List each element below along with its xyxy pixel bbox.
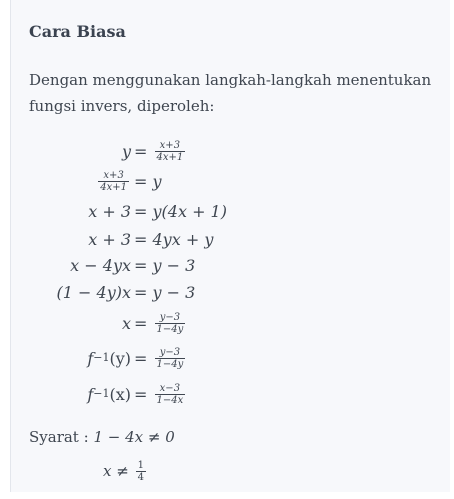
fraction <box>155 312 186 335</box>
equation-lhs: f −1 (y) <box>87 348 131 368</box>
equation-row <box>11 277 451 307</box>
equation-lhs: y <box>121 141 131 161</box>
equation-row <box>11 166 451 196</box>
function-argument: (y) <box>109 348 131 368</box>
function-name: f <box>87 384 94 404</box>
fraction-numerator: y−3 <box>159 346 181 358</box>
equation-lhs: x + 3 <box>88 229 131 249</box>
equation-rhs: = $\frac{x-3}{1-4x}$ <box>134 382 184 406</box>
fraction <box>155 140 186 163</box>
function-name: f <box>87 348 94 368</box>
fraction-numerator: x−3 <box>159 382 181 394</box>
equation-lhs: x <box>121 313 131 333</box>
equation-rhs: = y <box>134 171 162 191</box>
section-title: Cara Biasa <box>29 22 126 41</box>
equation-row <box>11 379 451 409</box>
equation-row <box>11 250 451 280</box>
fraction <box>155 347 186 370</box>
fraction-numerator: 1 <box>137 459 144 471</box>
equation-rhs: = $\frac{y-3}{1-4y}$ <box>134 311 184 335</box>
equation-row <box>11 308 451 338</box>
fraction <box>155 383 186 406</box>
equation-rhs: = 4yx + y <box>134 229 214 249</box>
condition-result-lhs: x ≠ <box>103 462 134 480</box>
equation-lhs: f −1 (x) <box>87 384 131 404</box>
fraction-numerator: x+3 <box>159 139 181 151</box>
equation-rhs: = $\frac{y-3}{1-4y}$ <box>134 346 184 370</box>
equation-lhs: (1 − 4y)x <box>56 282 131 302</box>
equation-row <box>11 343 451 373</box>
equation-rhs: = y − 3 <box>134 282 196 302</box>
equation-rhs: = y(4x + 1) <box>134 201 227 221</box>
fraction-denominator: 4x+1 <box>100 181 127 193</box>
fraction-denominator: 1−4y <box>156 323 184 335</box>
fraction-denominator: 1−4y <box>156 358 184 370</box>
equation-lhs: x + 3 <box>88 201 131 221</box>
equation-row <box>11 136 451 166</box>
equation-rhs: = y − 3 <box>134 255 196 275</box>
fraction-denominator: 4x+1 <box>156 151 184 163</box>
fraction-denominator: 1−4x <box>156 394 184 406</box>
function-argument: (x) <box>109 384 131 404</box>
condition-label: Syarat : <box>29 428 94 446</box>
fraction <box>136 460 146 483</box>
fraction-numerator: y−3 <box>159 311 181 323</box>
equation-lhs <box>96 166 131 196</box>
fraction-numerator: x+3 <box>103 169 124 181</box>
fraction <box>98 170 129 193</box>
condition-expression: 1 − 4x ≠ 0 <box>93 428 175 446</box>
equation-lhs: x − 4yx <box>70 255 131 275</box>
solution-card <box>10 0 450 492</box>
intro-text: Dengan menggunakan langkah-langkah menentukan fungsi invers, diperoleh: <box>29 71 432 115</box>
equation-row <box>11 196 451 226</box>
condition-line <box>29 428 175 446</box>
condition-result <box>103 456 148 486</box>
equation-rhs: = $\frac{x+3}{4x+1}$ <box>134 139 184 163</box>
fraction-denominator: 4 <box>137 471 144 483</box>
